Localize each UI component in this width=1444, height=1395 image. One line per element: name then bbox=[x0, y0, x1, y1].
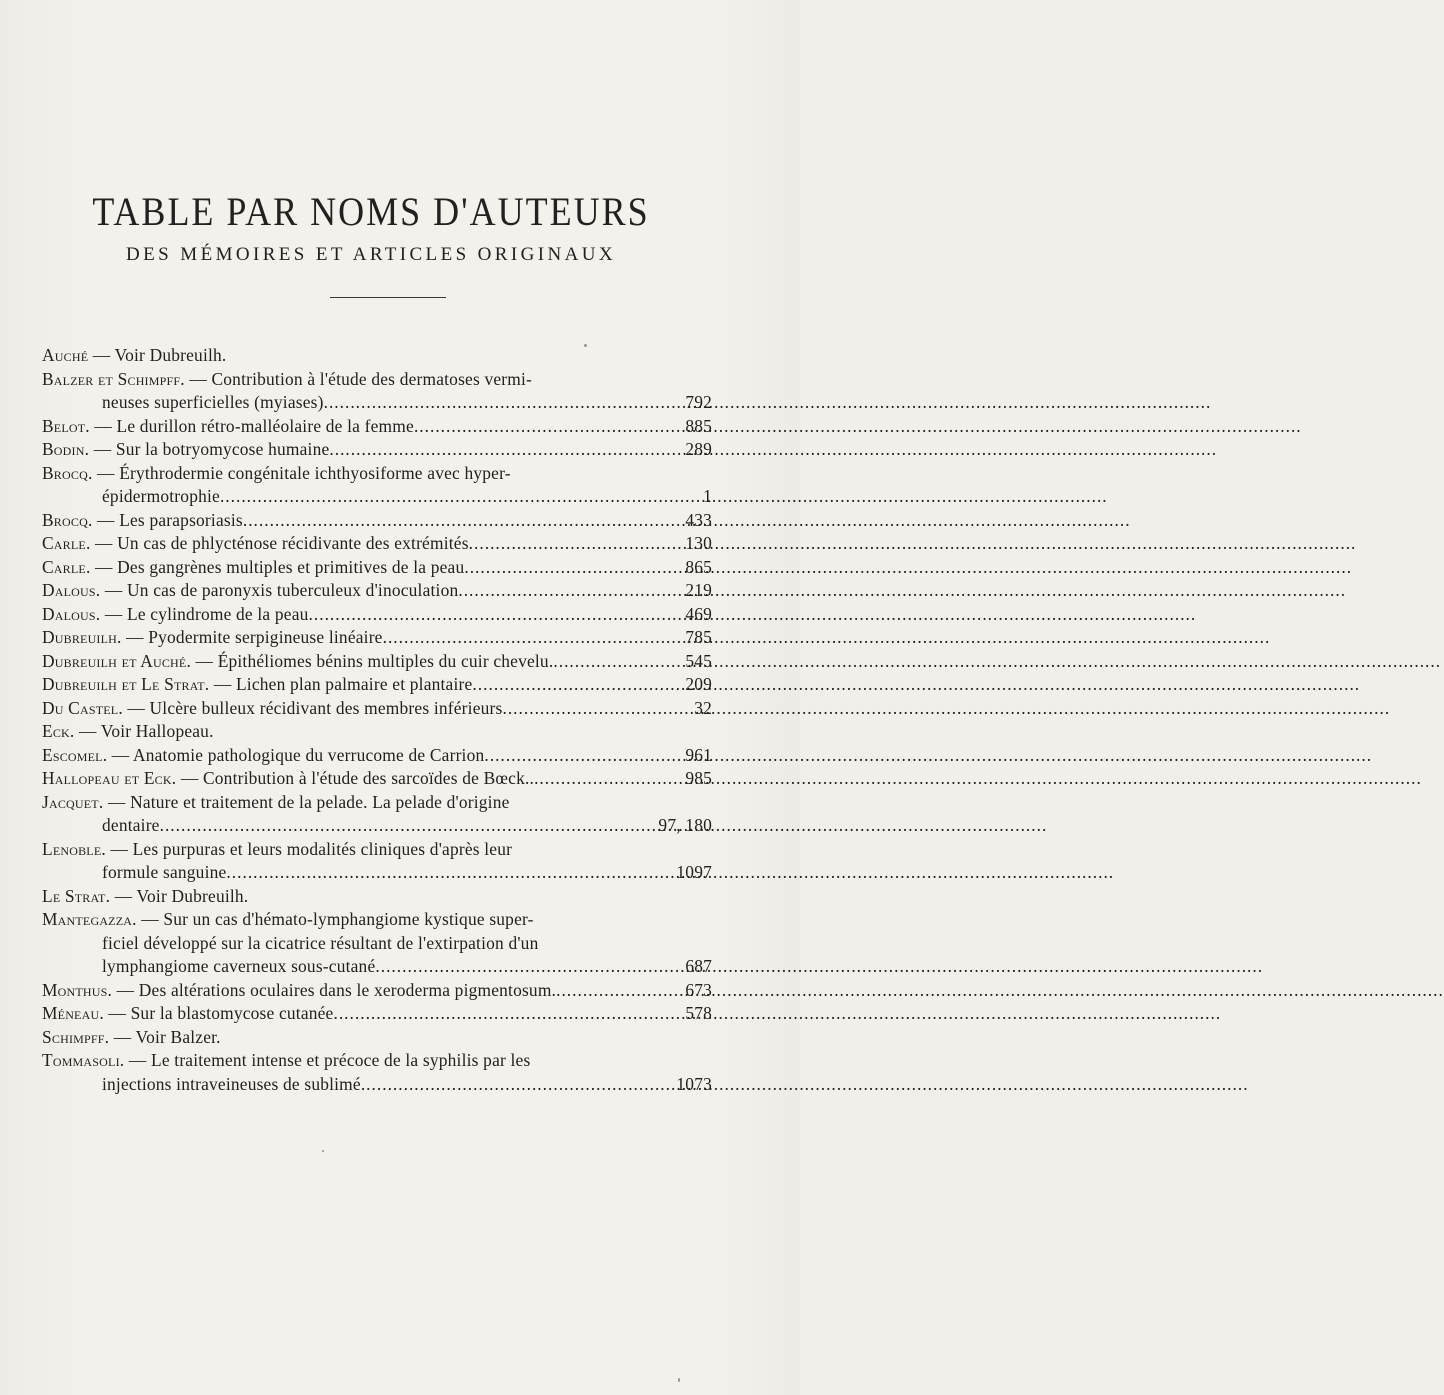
entry-line bbox=[42, 368, 712, 392]
entry-line bbox=[42, 650, 712, 674]
entry-page-number: 32 bbox=[694, 697, 712, 718]
entry-separator: . — bbox=[87, 509, 120, 530]
entry-page-number: 673 bbox=[685, 979, 712, 1000]
entry-separator: . — bbox=[84, 439, 116, 459]
entry-text: Le traitement intense et précoce de la syphilis par les bbox=[151, 1050, 531, 1070]
entry-page-number: 785 bbox=[685, 627, 712, 647]
entry-line bbox=[42, 1026, 712, 1050]
entry-text: Sur la blastomycose cutanée bbox=[130, 1003, 334, 1023]
entry-author: Belot bbox=[42, 415, 86, 436]
entry-text: Des gangrènes multiples et primitives de la peau bbox=[117, 556, 465, 577]
dot-leader bbox=[324, 391, 682, 415]
entry-separator: . — bbox=[95, 603, 127, 624]
index-entry bbox=[42, 767, 712, 791]
entry-page-number: 219 bbox=[685, 580, 712, 600]
entry-text: Lichen plan palmaire et plantaire bbox=[235, 674, 473, 694]
dot-leader bbox=[383, 626, 682, 650]
entry-separator: . — bbox=[85, 415, 117, 436]
index-entry bbox=[42, 697, 712, 721]
entry-line bbox=[42, 720, 712, 744]
entry-text: épidermotrophie bbox=[102, 486, 220, 506]
index-entry bbox=[42, 673, 712, 697]
entry-line bbox=[42, 838, 712, 862]
index-entry bbox=[42, 368, 712, 415]
entry-page-number: 961 bbox=[685, 744, 712, 765]
entry-line bbox=[42, 814, 712, 838]
dot-leader bbox=[464, 556, 681, 580]
dot-leader bbox=[553, 650, 681, 674]
entry-page-number: 97, 180 bbox=[658, 815, 712, 835]
entry-line bbox=[42, 673, 712, 697]
entry-separator: . — bbox=[69, 721, 101, 741]
entry-author: Brocq bbox=[42, 462, 88, 483]
index-entry bbox=[42, 1049, 712, 1096]
entry-author: Monthus bbox=[42, 979, 108, 1000]
entry-line bbox=[42, 697, 712, 721]
entry-page-number: 1073 bbox=[676, 1073, 712, 1094]
entry-text: Un cas de phlycténose récidivante des extrémités bbox=[117, 533, 469, 553]
title-divider bbox=[330, 297, 446, 298]
entry-author: Mantegazza bbox=[42, 909, 133, 929]
index-entry bbox=[42, 979, 712, 1003]
entry-page-number: 687 bbox=[685, 956, 712, 976]
entry-text: lymphangiome caverneux sous-cutané bbox=[102, 956, 376, 976]
index-entry bbox=[42, 344, 712, 368]
entry-text: Sur la botryomycose humaine bbox=[115, 439, 330, 459]
entry-text: Contribution à l'étude des sarcoïdes de Bœck.. bbox=[202, 768, 535, 788]
index-entry bbox=[42, 744, 712, 768]
entry-author: Méneau bbox=[42, 1003, 100, 1023]
entry-text: Les purpuras et leurs modalités cliniques d'après leur bbox=[132, 838, 513, 859]
entry-separator: — bbox=[88, 345, 115, 365]
entry-separator: . — bbox=[101, 838, 133, 859]
entry-separator: . — bbox=[107, 979, 139, 1000]
entry-text: formule sanguine bbox=[102, 862, 227, 882]
entry-text: Le durillon rétro-malléolaire de la femme bbox=[116, 415, 414, 436]
entry-page-number: 545 bbox=[685, 650, 712, 671]
entry-line bbox=[42, 861, 712, 885]
entry-line bbox=[42, 1073, 712, 1097]
index-entry bbox=[42, 509, 712, 533]
entry-author: Le Strat bbox=[42, 885, 106, 906]
entry-text: neuses superficielles (myiases) bbox=[102, 392, 324, 412]
dot-leader bbox=[243, 509, 681, 533]
entry-line bbox=[42, 744, 712, 768]
index-entry bbox=[42, 438, 712, 462]
entry-line bbox=[42, 509, 712, 533]
entry-text: Des altérations oculaires dans le xeroderma pigmentosum. bbox=[138, 979, 557, 1000]
entry-page-number: 209 bbox=[685, 674, 712, 694]
entry-line bbox=[42, 391, 712, 415]
entry-line bbox=[42, 415, 712, 439]
dot-leader bbox=[414, 415, 681, 439]
entry-text: Contribution à l'étude des dermatoses vermi- bbox=[211, 368, 533, 389]
entry-text: Nature et traitement de la pelade. La pelade d'origine bbox=[130, 791, 510, 812]
index-entry bbox=[42, 720, 712, 744]
entry-page-number: 469 bbox=[685, 603, 712, 624]
dot-leader bbox=[160, 814, 655, 838]
entry-page-number: 1 bbox=[703, 486, 712, 506]
dot-leader bbox=[556, 979, 681, 1003]
entry-author: Hallopeau et Eck bbox=[42, 768, 172, 788]
entry-text: injections intraveineuses de sublimé bbox=[102, 1073, 361, 1094]
index-entry bbox=[42, 415, 712, 439]
entry-author: Brocq bbox=[42, 509, 88, 530]
entry-page-number: 885 bbox=[685, 415, 712, 436]
entry-line bbox=[42, 626, 712, 650]
entry-author: Bodin bbox=[42, 439, 85, 459]
dot-leader bbox=[361, 1073, 673, 1097]
entry-separator: . — bbox=[105, 885, 137, 906]
entry-separator: . — bbox=[186, 650, 218, 671]
entry-line bbox=[42, 791, 712, 815]
entry-author: Balzer et Schimpff bbox=[42, 368, 181, 389]
author-index bbox=[42, 344, 712, 1096]
dot-leader bbox=[469, 532, 682, 556]
paper-speck bbox=[322, 1150, 324, 1152]
dot-leader bbox=[375, 955, 681, 979]
entry-text: Sur un cas d'hémato-lymphangiome kystique super- bbox=[163, 909, 534, 929]
entry-author: Carle bbox=[42, 533, 86, 553]
entry-separator: . — bbox=[99, 1003, 131, 1023]
entry-page-number: 130 bbox=[685, 533, 712, 553]
index-entry bbox=[42, 626, 712, 650]
entry-text: Voir Dubreuilh. bbox=[114, 345, 227, 365]
entry-author: Dalous bbox=[42, 603, 96, 624]
index-entry bbox=[42, 1026, 712, 1050]
index-entry bbox=[42, 908, 712, 979]
entry-author: Dubreuilh et Auché bbox=[42, 650, 187, 671]
dot-leader bbox=[484, 744, 681, 768]
entry-separator: . — bbox=[85, 533, 118, 553]
entry-line bbox=[42, 603, 712, 627]
entry-separator: . — bbox=[204, 674, 236, 694]
index-entry bbox=[42, 579, 712, 603]
entry-line bbox=[42, 955, 712, 979]
entry-separator: . — bbox=[119, 1050, 151, 1070]
dot-leader bbox=[329, 438, 681, 462]
entry-separator: . — bbox=[95, 580, 127, 600]
index-entry bbox=[42, 603, 712, 627]
entry-line bbox=[42, 908, 712, 932]
entry-page-number: 865 bbox=[685, 556, 712, 577]
entry-separator: . — bbox=[180, 368, 212, 389]
page-subtitle: DES MÉMOIRES ET ARTICLES ORIGINAUX bbox=[126, 244, 616, 265]
entry-line bbox=[42, 556, 712, 580]
entry-text: Épithéliomes bénins multiples du cuir chevelu. bbox=[217, 650, 554, 671]
entry-separator: . — bbox=[171, 768, 203, 788]
entry-author: Eck bbox=[42, 721, 70, 741]
entry-author: Du Castel bbox=[42, 697, 119, 718]
entry-line bbox=[42, 767, 712, 791]
paper-speck bbox=[584, 344, 587, 347]
index-entry bbox=[42, 462, 712, 509]
entry-line bbox=[42, 932, 712, 956]
dot-leader bbox=[226, 861, 672, 885]
entry-page-number: 578 bbox=[685, 1003, 712, 1023]
entry-text: Érythrodermie congénitale ichthyosiforme avec hyper- bbox=[119, 462, 511, 483]
dot-leader bbox=[458, 579, 681, 603]
entry-author: Schimpff bbox=[42, 1026, 105, 1047]
entry-author: Escomel bbox=[42, 744, 103, 765]
entry-separator: . — bbox=[85, 556, 118, 577]
entry-page-number: 433 bbox=[685, 509, 712, 530]
entry-line bbox=[42, 1049, 712, 1073]
entry-separator: . — bbox=[102, 744, 133, 765]
entry-separator: . — bbox=[132, 909, 164, 929]
dot-leader bbox=[502, 697, 690, 721]
entry-author: Tommasoli bbox=[42, 1050, 120, 1070]
entry-line bbox=[42, 532, 712, 556]
entry-text: Le cylindrome de la peau bbox=[127, 603, 309, 624]
entry-page-number: 985 bbox=[685, 768, 712, 788]
entry-text: dentaire bbox=[102, 815, 160, 835]
index-entry bbox=[42, 532, 712, 556]
dot-leader bbox=[309, 603, 682, 627]
entry-author: Dubreuilh et Le Strat bbox=[42, 674, 205, 694]
entry-text: Voir Hallopeau. bbox=[100, 721, 214, 741]
entry-separator: . — bbox=[118, 697, 150, 718]
entry-text: Les parapsoriasis bbox=[119, 509, 243, 530]
paper-speck bbox=[678, 1378, 680, 1382]
entry-separator: . — bbox=[87, 462, 120, 483]
entry-text: Anatomie pathologique du verrucome de Carrion bbox=[132, 744, 485, 765]
index-entry bbox=[42, 885, 712, 909]
entry-page-number: 792 bbox=[685, 392, 712, 412]
entry-line bbox=[42, 885, 712, 909]
entry-author: Dubreuilh bbox=[42, 627, 118, 647]
entry-text: Pyodermite serpigineuse linéaire bbox=[148, 627, 383, 647]
index-entry bbox=[42, 650, 712, 674]
index-entry bbox=[42, 791, 712, 838]
entry-line bbox=[42, 579, 712, 603]
entry-author: Dalous bbox=[42, 580, 96, 600]
entry-author: Auché bbox=[42, 345, 89, 365]
entry-text: Ulcère bulleux récidivant des membres inférieurs bbox=[149, 697, 503, 718]
entry-line bbox=[42, 979, 712, 1003]
dot-leader bbox=[333, 1002, 681, 1026]
entry-line bbox=[42, 1002, 712, 1026]
entry-text: Voir Balzer. bbox=[135, 1026, 221, 1047]
entry-author: Carle bbox=[42, 556, 86, 577]
entry-separator: . — bbox=[104, 1026, 136, 1047]
index-entry bbox=[42, 556, 712, 580]
page-title: TABLE PAR NOMS D'AUTEURS bbox=[92, 189, 650, 234]
dot-leader bbox=[534, 767, 681, 791]
entry-author: Lenoble bbox=[42, 838, 102, 859]
entry-line bbox=[42, 438, 712, 462]
dot-leader bbox=[472, 673, 681, 697]
entry-separator: . — bbox=[117, 627, 149, 647]
entry-line bbox=[42, 344, 712, 368]
entry-line bbox=[42, 462, 712, 486]
entry-line bbox=[42, 485, 712, 509]
index-entry bbox=[42, 1002, 712, 1026]
entry-text: ficiel développé sur la cicatrice résultant de l'extirpation d'un bbox=[102, 932, 539, 953]
entry-page-number: 1097 bbox=[676, 862, 712, 882]
entry-separator: . — bbox=[98, 791, 131, 812]
entry-text: Voir Dubreuilh. bbox=[136, 885, 249, 906]
dot-leader bbox=[220, 485, 699, 509]
index-entry bbox=[42, 838, 712, 885]
entry-author: Jacquet bbox=[42, 791, 99, 812]
entry-page-number: 289 bbox=[685, 439, 712, 459]
entry-text: Un cas de paronyxis tuberculeux d'inoculation bbox=[127, 580, 459, 600]
